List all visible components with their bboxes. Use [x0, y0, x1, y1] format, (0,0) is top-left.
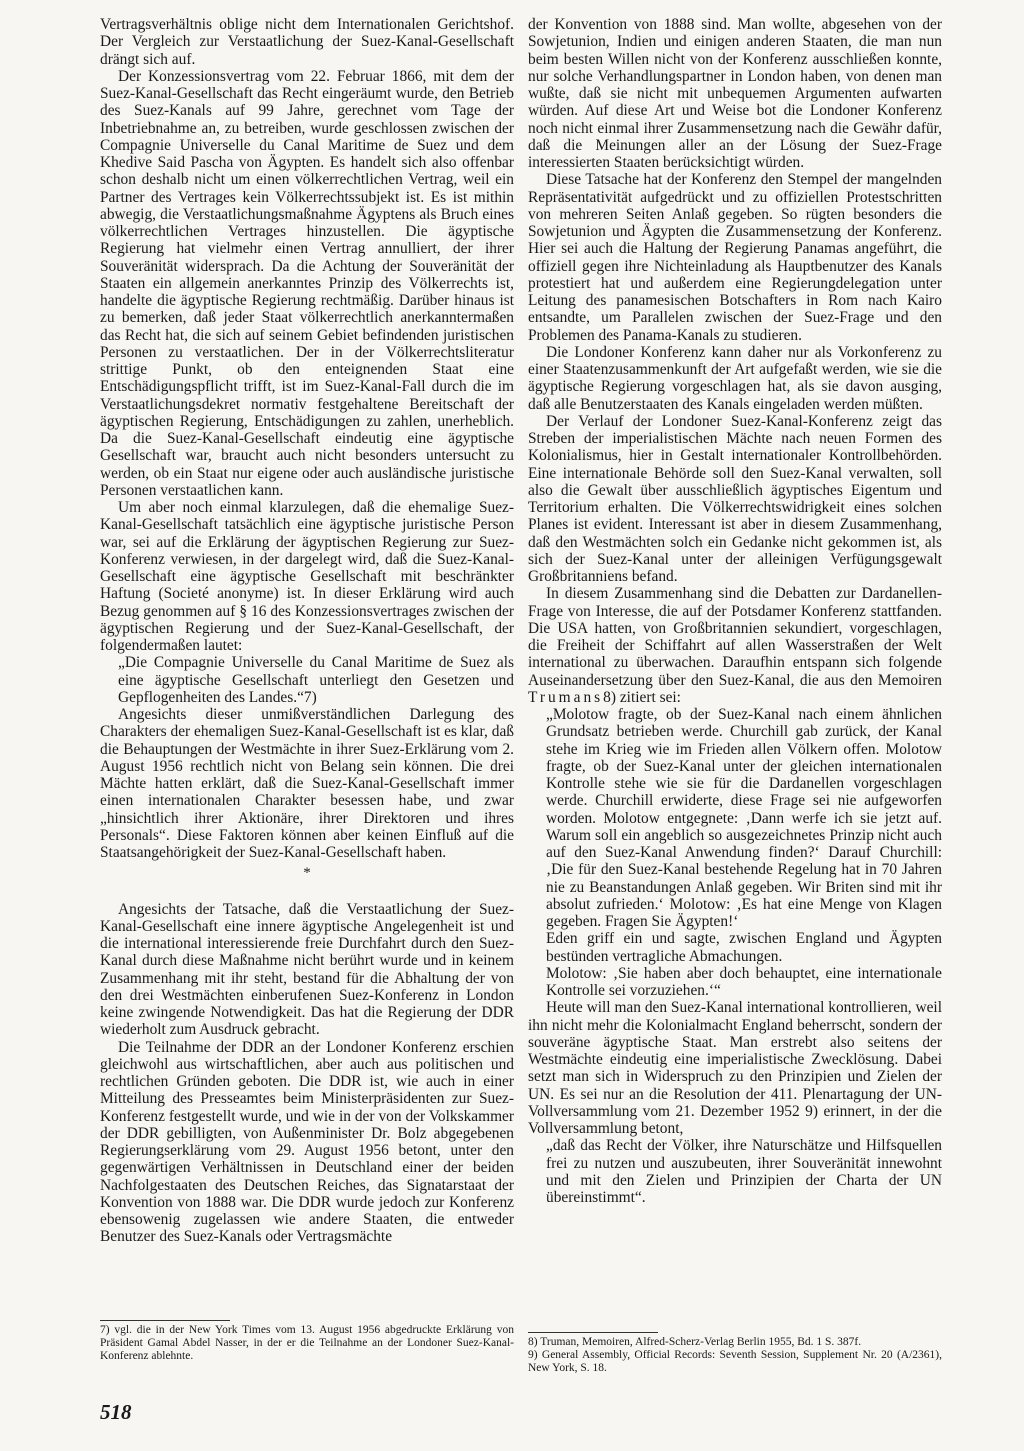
paragraph: Die Londoner Konferenz kann daher nur als Vorkonferenz zu einer Staatenzusammenkunft der Art aufgefaßt werden, wie sie die ägyptische Regierung vorgeschlagen hat, als sie davon ausging, daß alle Benutzerstaaten des Kanals eingeladen werden müßten.	[528, 343, 942, 413]
quotation: Eden griff ein und sagte, zwischen England und Ägypten bestünden vertragliche Abmachungen.	[546, 930, 942, 965]
paragraph: Die Teilnahme der DDR an der Londoner Konferenz erschien gleichwohl aus wirtschaftlichen, aber auch aus politischen und rechtlichen Gründen geboten. Die DDR ist, wie auch in einer Mitteilung des Presseamtes beim Ministerpräsidenten zur Suez-Konferenz festgestellt wurde, und wie in der von der Volkskammer der DDR gebilligten, von Außenminister Dr. Bolz abgegebenen Regierungserklärung vom 29. August 1956 betont, unter den gegenwärtigen Verhältnissen in Deutschland einer der beiden Nachfolgestaaten des Deutschen Reiches, das Signatarstaat der Konvention von 1888 war. Die DDR wurde jedoch zur Konferenz ebensowenig zugelassen wie andere Staaten, die entweder Benutzer des Suez-Kanals oder Vertragsmächte	[100, 1038, 514, 1246]
footnote-rule	[528, 1332, 658, 1333]
footnote: 8) Truman, Memoiren, Alfred-Scherz-Verlag Berlin 1955, Bd. 1 S. 387f.	[528, 1336, 862, 1348]
paragraph: Diese Tatsache hat der Konferenz den Stempel der mangelnden Repräsentativität aufgedrückt und zu offiziellen Protestschritten von mehreren Seiten Anlaß gegeben. So rügten besonders die Sowjetunion und Ägypten die Zusammensetzung der Konferenz. Hier sei auch die Haltung der Regierung Panamas angeführt, die offiziell gegen ihre Nichteinladung als Hauptbenutzer des Kanals protestiert hat und außerdem eine Regierungdelegation unter Leitung des panamesischen Botschafters in Rom nach Kairo entsandte, um Parallelen zwischen der Suez-Frage und den Problemen des Panama-Kanals zu studieren.	[528, 171, 942, 344]
section-separator: *	[303, 865, 311, 882]
paragraph-text: 8) zitiert sei:	[603, 688, 681, 706]
footnote-rule	[100, 1320, 230, 1321]
paragraph: Der Verlauf der Londoner Suez-Kanal-Konferenz zeigt das Streben der imperialistischen Mächte nach neuen Formen des Kolonialismus, hier in Gestalt internationaler Kontrollbehörden. Eine internationale Behörde soll den Suez-Kanal verwalten, soll also die Gewalt über ausschließlich ägyptisches Eigentum und Territorium erhalten. Die Völkerrechtswidrigkeit eines solchen Planes ist evident. Interessant ist aber in diesem Zusammenhang, daß den Westmächten solch ein Gedanke nicht gekommen ist, als sich der Suez-Kanal unter der alleinigen Verfügungsgewalt Großbritanniens befand.	[528, 412, 942, 585]
paragraph: der Konvention von 1888 sind. Man wollte, abgesehen von der Sowjetunion, Indien und einigen anderen Staaten, die man nun beim besten Willen nicht von der Konferenz ausschließen konnte, nur solche Verhandlungspartner in London haben, von denen man wußte, daß sie nicht mit unbequemen Argumenten aufwarten würden. Auf diese Art und Weise bot die Londoner Konferenz noch nicht einmal ihrer Zusammensetzung nach die Gewähr dafür, daß die Meinungen aller an der Lösung der Suez-Frage interessierten Staaten berücksichtigt würden.	[528, 16, 942, 171]
left-column	[100, 16, 514, 1246]
paragraph: Angesichts der Tatsache, daß die Verstaatlichung der Suez-Kanal-Gesellschaft eine innere ägyptische Angelegenheit ist und die international interessierende freie Durchfahrt durch den Suez-Kanal durch diese Maßnahme nicht berührt wurde und in keinem Zusammenhang mit ihr steht, bestand für die Abhaltung der von den drei Westmächten einberufenen Suez-Konferenz in London keine zwingende Notwendigkeit. Das hat die Regierung der DDR wiederholt zum Ausdruck gebracht.	[100, 900, 514, 1039]
paragraph-text: In diesem Zusammenhang sind die Debatten zur Dardanellen-Frage von Interesse, die auf der Potsdamer Konferenz stattfanden. Die USA hatten, von Großbritannien sekundiert, vorgeschlagen, die Freiheit der Schiffahrt auf allen Wasserstraßen der Welt international zu überwachen. Daraufhin entspann sich folgende Auseinandersetzung über den Suez-Kanal, die aus den Memoiren	[528, 585, 942, 689]
quotation: „Die Compagnie Universelle du Canal Maritime de Suez als eine ägyptische Gesellschaft unterliegt den Gesetzen und Gepflogenheiten des Landes.“7)	[118, 654, 514, 706]
quotation: „Molotow fragte, ob der Suez-Kanal nach einem ähnlichen Grundsatz betrieben werde. Churchill gab zurück, der Kanal stehe im Krieg wie im Frieden allen Völkern offen. Molotow fragte, ob der Suez-Kanal unter der gleichen internationalen Kontrolle stehe wie sie für die Dardanellen vorgeschlagen werde. Churchill erwiderte, diese Frage sei nie aufgeworfen worden. Molotow entgegnete: ‚Dann werfe ich sie jetzt auf. Warum soll ein angeblich so ausgezeichnetes Prinzip nicht auch auf den Suez-Kanal Anwendung finden?‘ Darauf Churchill: ‚Die für den Suez-Kanal bestehende Regelung hat in 70 Jahren nie zu Beanstandungen Anlaß gegeben. Wir Briten sind mit ihr absolut zufrieden.‘ Molotow: ‚Es hat eine Menge von Klagen gegeben. Fragen Sie Ägypten!‘	[546, 706, 942, 930]
paragraph: Vertragsverhältnis oblige nicht dem Internationalen Gerichtshof. Der Vergleich zur Verstaatlichung der Suez-Kanal-Gesellschaft drängt sich auf.	[100, 16, 514, 68]
page-number: 518	[100, 1400, 132, 1424]
paragraph: Um aber noch einmal klarzulegen, daß die ehemalige Suez-Kanal-Gesellschaft tatsächlich eine ägyptische juristische Person war, sei auf die Erklärung der ägyptischen Regierung zur Suez-Konferenz verwiesen, in der dargelegt wird, daß die Suez-Kanal-Gesellschaft eine ägyptische Gesellschaft mit beschränkter Haftung (Societé anonyme) ist. In dieser Erklärung wird auch Bezug genommen auf § 16 des Konzessionsvertrages zwischen der ägyptischen Regierung und der Suez-Kanal-Gesellschaft, der folgendermaßen lautet:	[100, 499, 514, 654]
paragraph: Angesichts dieser unmißverständlichen Darlegung des Charakters der ehemaligen Suez-Kanal-Gesellschaft ist es klar, daß die Behauptungen der Westmächte in ihrer Suez-Erklärung vom 2. August 1956 rechtlich nicht von Belang sein können. Die drei Mächte hatten erklärt, daß die Suez-Kanal-Gesellschaft immer einen internationalen Charakter besessen habe, und zwar „hinsichtlich ihrer Aktionäre, ihrer Direktoren und ihres Personals“. Diese Faktoren können aber keinen Einfluß auf die Staatsangehörigkeit der Suez-Kanal-Gesellschaft haben.	[100, 706, 514, 861]
footnote: 9) General Assembly, Official Records: Seventh Session, Supplement Nr. 20 (A/2361), New York, S. 18.	[528, 1349, 942, 1375]
quotation: „daß das Recht der Völker, ihre Naturschätze und Hilfsquellen frei zu nutzen und auszubeuten, ihrer Souveränität innewohnt und mit den Zielen und Prinzipien der Charta der UN übereinstimmt“.	[546, 1137, 942, 1206]
footnote: 7) vgl. die in der New York Times vom 13. August 1956 abgedruckte Erklärung von Präsident Gamal Abdel Nasser, in der er die Teilnahme an der Londoner Suez-Kanal-Konferenz ablehnte.	[100, 1324, 514, 1363]
paragraph	[528, 585, 942, 706]
footnotes-left	[100, 1324, 514, 1364]
paragraph: Heute will man den Suez-Kanal international kontrollieren, weil ihn nicht mehr die Kolonialmacht England beherrscht, sondern der souveräne ägyptische Staat. Man erstrebt also seitens der Westmächte eindeutig eine imperialistische Zwecklösung. Dabei setzt man sich in Widerspruch zu den Prinzipien und Zielen der UN. Es sei nur an die Resolution der 411. Plenartagung der UN-Vollversammlung vom 21. Dezember 1952 9) erinnert, in der die Vollversammlung betont,	[528, 999, 942, 1137]
paragraph: Der Konzessionsvertrag vom 22. Februar 1866, mit dem der Suez-Kanal-Gesellschaft das Recht eingeräumt wurde, den Betrieb des Suez-Kanals auf 99 Jahre, gerechnet vom Tage der Inbetriebnahme an, zu betreiben, wurde geschlossen zwischen der Compagnie Universelle du Canal Maritime de Suez und dem Khedive Said Pascha von Ägypten. Es handelt sich also offenbar schon deshalb nicht um einen völkerrechtlichen Vertrag, weil ein Partner des Vertrages kein Völkerrechtssubjekt ist. Es ist mithin abwegig, die Verstaatlichungsmaßnahme Ägyptens als Bruch eines völkerrechtlichen Vertrages hinzustellen. Die ägyptische Regierung hat vielmehr einen Vertrag annulliert, der ihrer Souveränität widersprach. Da die Achtung der Souveränität der Staaten ein allgemein anerkanntes Prinzip des Völkerrechts ist, handelte die ägyptische Regierung rechtmäßig. Darüber hinaus ist zu bemerken, daß jeder Staat völkerrechtlich anerkanntermaßen das Recht hat, die sich auf seinem Gebiet befindenden juristischen Personen zu verstaatlichen. Der in der Völkerrechtsliteratur strittige Punkt, ob den enteignenden Staat eine Entschädigungspflicht trifft, ist im Suez-Kanal-Fall durch die im Verstaatlichungsdekret normativ festgehaltene Bereitschaft der ägyptischen Regierung, Entschädigungen zu zahlen, unerheblich. Da die Suez-Kanal-Gesellschaft eindeutig eine ägyptische Gesellschaft war, braucht auch nicht besonders untersucht zu werden, ob ein Staat nur eigene oder auch ausländische juristische Personen verstaatlichen kann.	[100, 67, 514, 499]
quotation: Molotow: ‚Sie haben aber doch behauptet, eine internationale Kontrolle sei vorzuziehen.‘“	[546, 964, 942, 999]
right-column	[528, 16, 942, 1206]
footnotes-right	[528, 1336, 942, 1376]
spaced-name: Trumans	[528, 688, 604, 706]
